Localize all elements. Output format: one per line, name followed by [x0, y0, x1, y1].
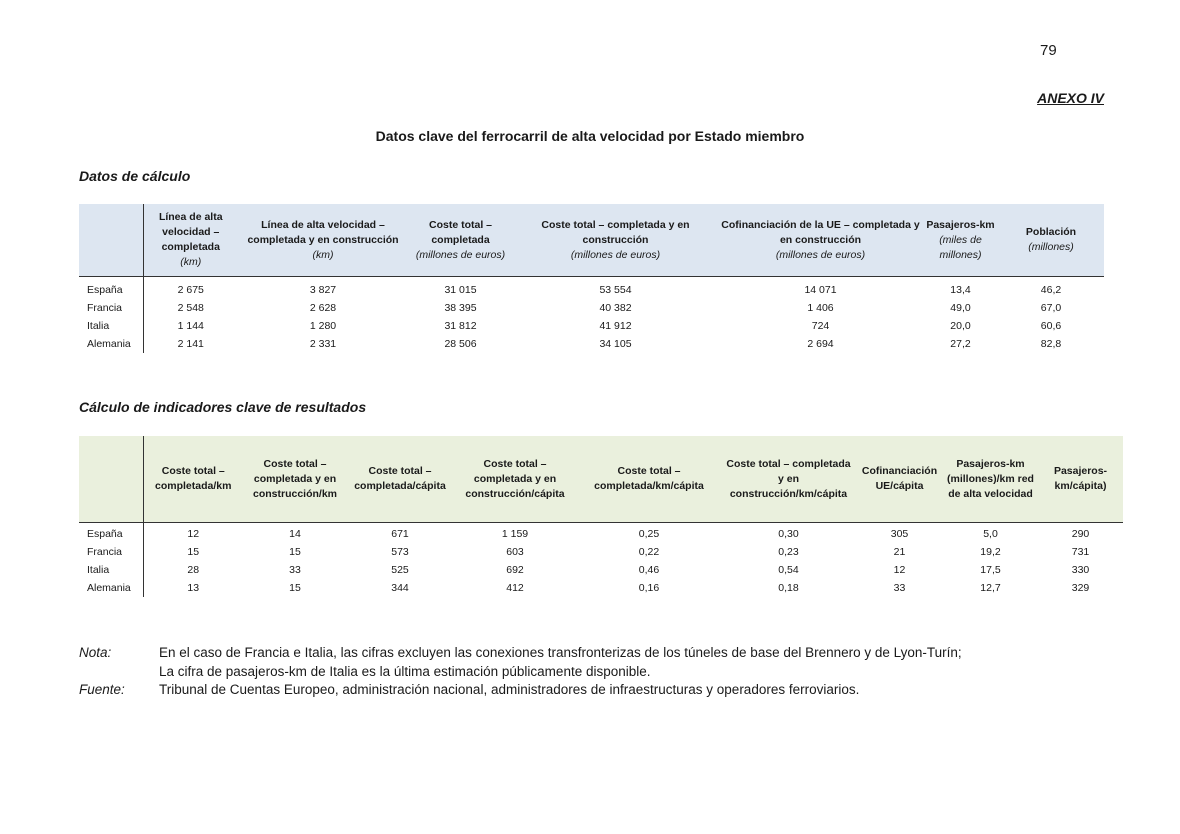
table-cell: 0,22 — [638, 546, 660, 558]
column-header: Pasajeros-km (miles de millones) — [923, 204, 998, 277]
table-cell: 0,23 — [778, 546, 799, 558]
table-cell: 2 548 — [177, 302, 204, 314]
table-cell: 1 144 — [177, 320, 204, 332]
source-row — [79, 681, 962, 700]
column-header: Línea de alta velocidad – completada (km) — [143, 204, 238, 277]
note-label: Nota: — [79, 645, 112, 660]
table-cell: 15 — [289, 582, 301, 594]
table-cell: 671 — [391, 528, 409, 540]
table-row — [79, 317, 1104, 335]
table-cell: 12 — [187, 528, 200, 540]
table-cell: 20,0 — [950, 320, 971, 332]
notes-section — [79, 644, 962, 700]
table-cell: 0,54 — [778, 564, 799, 576]
table-cell: 344 — [391, 582, 409, 594]
table-cell: 31 015 — [444, 284, 477, 296]
table-cell: 1 280 — [309, 320, 337, 332]
table-row — [79, 579, 1123, 597]
note-row — [79, 644, 962, 663]
table-cell: 49,0 — [950, 302, 971, 314]
country-cell: Italia — [79, 561, 143, 579]
table-cell: 34 105 — [599, 338, 632, 350]
table-cell: 31 812 — [444, 320, 477, 332]
country-cell: España — [79, 281, 143, 299]
column-header: Población (millones) — [998, 204, 1104, 277]
table-cell: 603 — [506, 546, 524, 558]
table-cell: 40 382 — [599, 302, 632, 314]
table-row — [79, 335, 1104, 353]
table-cell: 724 — [811, 320, 830, 332]
table-row — [79, 299, 1104, 317]
kpi-calculation-table — [79, 436, 1123, 597]
section-title-calculation-data: Datos de cálculo — [79, 168, 191, 184]
table-cell: 60,6 — [1040, 320, 1062, 332]
table-corner-cell — [79, 436, 143, 523]
table-cell: 290 — [1071, 528, 1090, 540]
table-cell: 13 — [187, 582, 200, 594]
table-cell: 329 — [1071, 582, 1090, 594]
country-cell: España — [79, 525, 143, 543]
table-cell: 53 554 — [599, 284, 632, 296]
section-title-kpi-calculation: Cálculo de indicadores clave de resultados — [79, 399, 367, 415]
table-cell: 21 — [893, 546, 906, 558]
table-cell: 82,8 — [1040, 338, 1062, 350]
table-cell: 17,5 — [980, 564, 1001, 576]
table-cell: 33 — [289, 564, 301, 576]
table-cell: 1 159 — [501, 528, 529, 540]
table-cell: 731 — [1071, 546, 1090, 558]
table-cell: 19,2 — [980, 546, 1001, 558]
country-cell: Italia — [79, 317, 143, 335]
table-row — [79, 281, 1104, 299]
table-cell: 525 — [391, 564, 409, 576]
table-cell: 0,18 — [778, 582, 799, 594]
table-cell: 573 — [391, 546, 409, 558]
column-header: Coste total – completada y en construcción/km/cápita — [721, 436, 856, 523]
table-header-row — [79, 436, 1123, 523]
source-text: Tribunal de Cuentas Europeo, administración nacional, administradores de infraestructuras y operadores ferroviarios. — [159, 682, 860, 697]
column-header: Cofinanciación UE/cápita — [856, 436, 943, 523]
table-cell: 2 675 — [177, 284, 204, 296]
table-cell: 67,0 — [1040, 302, 1062, 314]
table-cell: 27,2 — [950, 338, 971, 350]
source-label: Fuente: — [79, 682, 125, 697]
table-cell: 2 694 — [807, 338, 834, 350]
table-cell: 3 827 — [309, 284, 337, 296]
column-header: Coste total – completada/km — [143, 436, 243, 523]
table-cell: 41 912 — [599, 320, 632, 332]
table-cell: 46,2 — [1040, 284, 1062, 296]
page-title: Datos clave del ferrocarril de alta velocidad por Estado miembro — [375, 128, 805, 144]
table-cell: 38 395 — [444, 302, 477, 314]
table-cell: 330 — [1071, 564, 1090, 576]
table-cell: 12,7 — [980, 582, 1001, 594]
page-number: 79 — [1040, 42, 1057, 59]
table-cell: 33 — [893, 582, 906, 594]
country-cell: Francia — [79, 299, 143, 317]
column-header: Coste total – completada y en construcción/cápita — [453, 436, 577, 523]
table-cell: 28 506 — [444, 338, 477, 350]
column-header: Pasajeros-km (millones)/km red de alta velocidad — [943, 436, 1038, 523]
column-header: Coste total – completada/cápita — [347, 436, 453, 523]
column-header: Pasajeros-km/cápita) — [1038, 436, 1123, 523]
country-cell: Francia — [79, 543, 143, 561]
table-cell: 0,30 — [778, 528, 799, 540]
note-text: La cifra de pasajeros-km de Italia es la última estimación públicamente disponible. — [159, 663, 651, 679]
column-header: Coste total – completada y en construcción (millones de euros) — [513, 204, 718, 277]
table-cell: 15 — [289, 546, 301, 558]
table-cell: 0,46 — [638, 564, 660, 576]
note-text: En el caso de Francia e Italia, las cifras excluyen las conexiones transfronterizas de los túneles de base del Brennero y de Lyon-Turín; — [159, 645, 962, 660]
note-row — [79, 663, 962, 682]
annex-label: ANEXO IV — [1037, 90, 1104, 106]
table-cell: 412 — [506, 582, 524, 594]
calculation-data-table — [79, 204, 1104, 353]
table-cell: 14 071 — [804, 284, 837, 296]
table-cell: 0,16 — [638, 582, 660, 594]
table-cell: 692 — [506, 564, 524, 576]
country-cell: Alemania — [79, 579, 143, 597]
column-header: Coste total – completada/km/cápita — [577, 436, 721, 523]
table-cell: 15 — [187, 546, 200, 558]
table-cell: 0,25 — [638, 528, 660, 540]
table-row — [79, 561, 1123, 579]
table-cell: 2 141 — [177, 338, 204, 350]
table-cell: 14 — [289, 528, 301, 540]
column-header: Línea de alta velocidad – completada y en construcción (km) — [238, 204, 408, 277]
column-header: Coste total – completada (millones de euros) — [408, 204, 513, 277]
table-cell: 5,0 — [983, 528, 998, 540]
country-cell: Alemania — [79, 335, 143, 353]
table-row — [79, 525, 1123, 543]
table-cell: 12 — [893, 564, 906, 576]
table-row — [79, 543, 1123, 561]
table-cell: 305 — [890, 528, 909, 540]
table-cell: 2 331 — [309, 338, 337, 350]
table-cell: 28 — [187, 564, 200, 576]
table-cell: 13,4 — [950, 284, 971, 296]
table-corner-cell — [79, 204, 143, 277]
table-cell: 1 406 — [807, 302, 834, 314]
table-header-row — [79, 204, 1104, 277]
column-header: Coste total – completada y en construcción/km — [243, 436, 347, 523]
column-header: Cofinanciación de la UE – completada y en construcción (millones de euros) — [718, 204, 923, 277]
table-cell: 2 628 — [309, 302, 337, 314]
